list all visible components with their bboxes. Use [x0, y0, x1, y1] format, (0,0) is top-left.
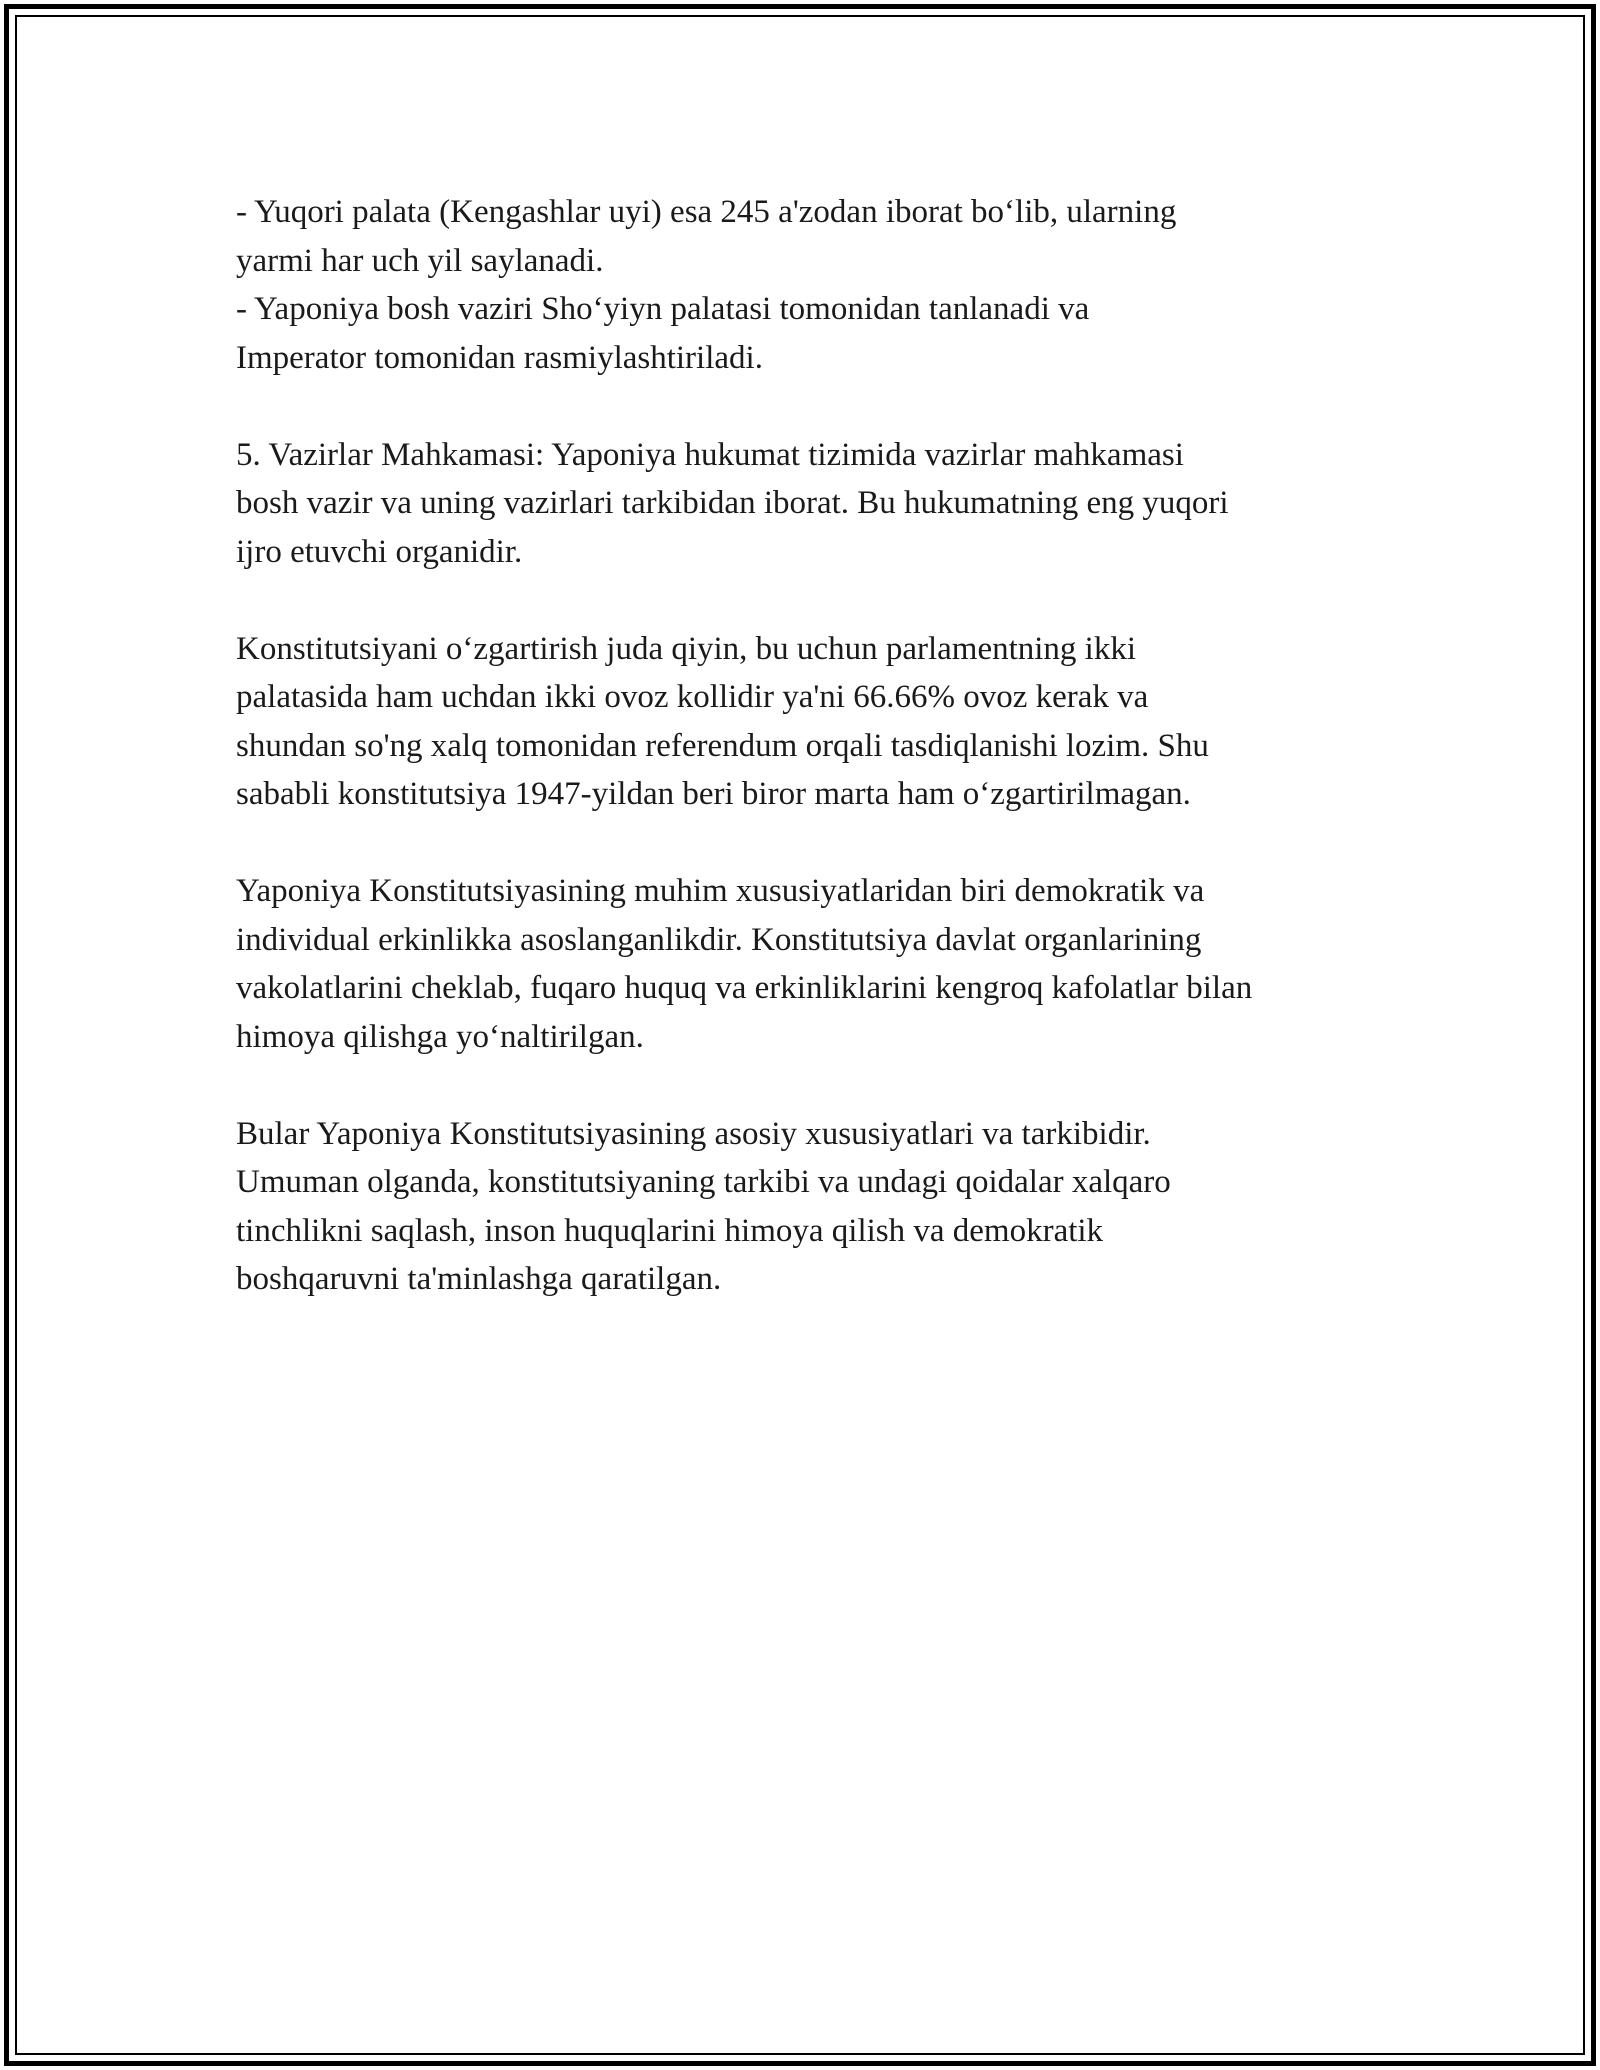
amendment-paragraph: Konstitutsiyani o‘zgartirish juda qiyin, bu uchun parlamentning ikki palatasida ham uchdan ikki ovoz kollidir ya'ni 66.66% ovoz kerak va shundan so'ng xalq tomonidan referendum orqali tasdiqlanishi lozim. Shu sababli konstitutsiya 1947-yildan beri biror marta ham o‘zgartirilmagan.	[236, 630, 1209, 812]
bullet-upper-house: - Yuqori palata (Kengashlar uyi) esa 245 a'zodan iborat bo‘lib, ularning yarmi har uch yil saylanadi.	[236, 194, 1177, 279]
bullet-prime-minister: - Yaponiya bosh vaziri Sho‘yiyn palatasi tomonidan tanlanadi va Imperator tomonidan rasmiylashtiriladi.	[236, 291, 1090, 376]
features-paragraph: Yaponiya Konstitutsiyasining muhim xususiyatlaridan biri demokratik va individual erkinlikka asoslanganlikdir. Konstitutsiya davlat organlarining vakolatlarini cheklab, fuqaro huquq va erkinliklarini kengroq kafolatlar bilan himoya qilishga yo‘naltirilgan.	[236, 873, 1253, 1055]
document-body	[236, 188, 1386, 1352]
conclusion-paragraph: Bular Yaponiya Konstitutsiyasining asosiy xususiyatlari va tarkibidir. Umuman olganda, konstitutsiyaning tarkibi va undagi qoidalar xalqaro tinchlikni saqlash, inson huquqlarini himoya qilish va demokratik boshqaruvni ta'minlashga qaratilgan.	[236, 1115, 1171, 1297]
cabinet-paragraph: 5. Vazirlar Mahkamasi: Yaponiya hukumat tizimida vazirlar mahkamasi bosh vazir va uning vazirlari tarkibidan iborat. Bu hukumatning eng yuqori ijro etuvchi organidir.	[236, 436, 1229, 570]
